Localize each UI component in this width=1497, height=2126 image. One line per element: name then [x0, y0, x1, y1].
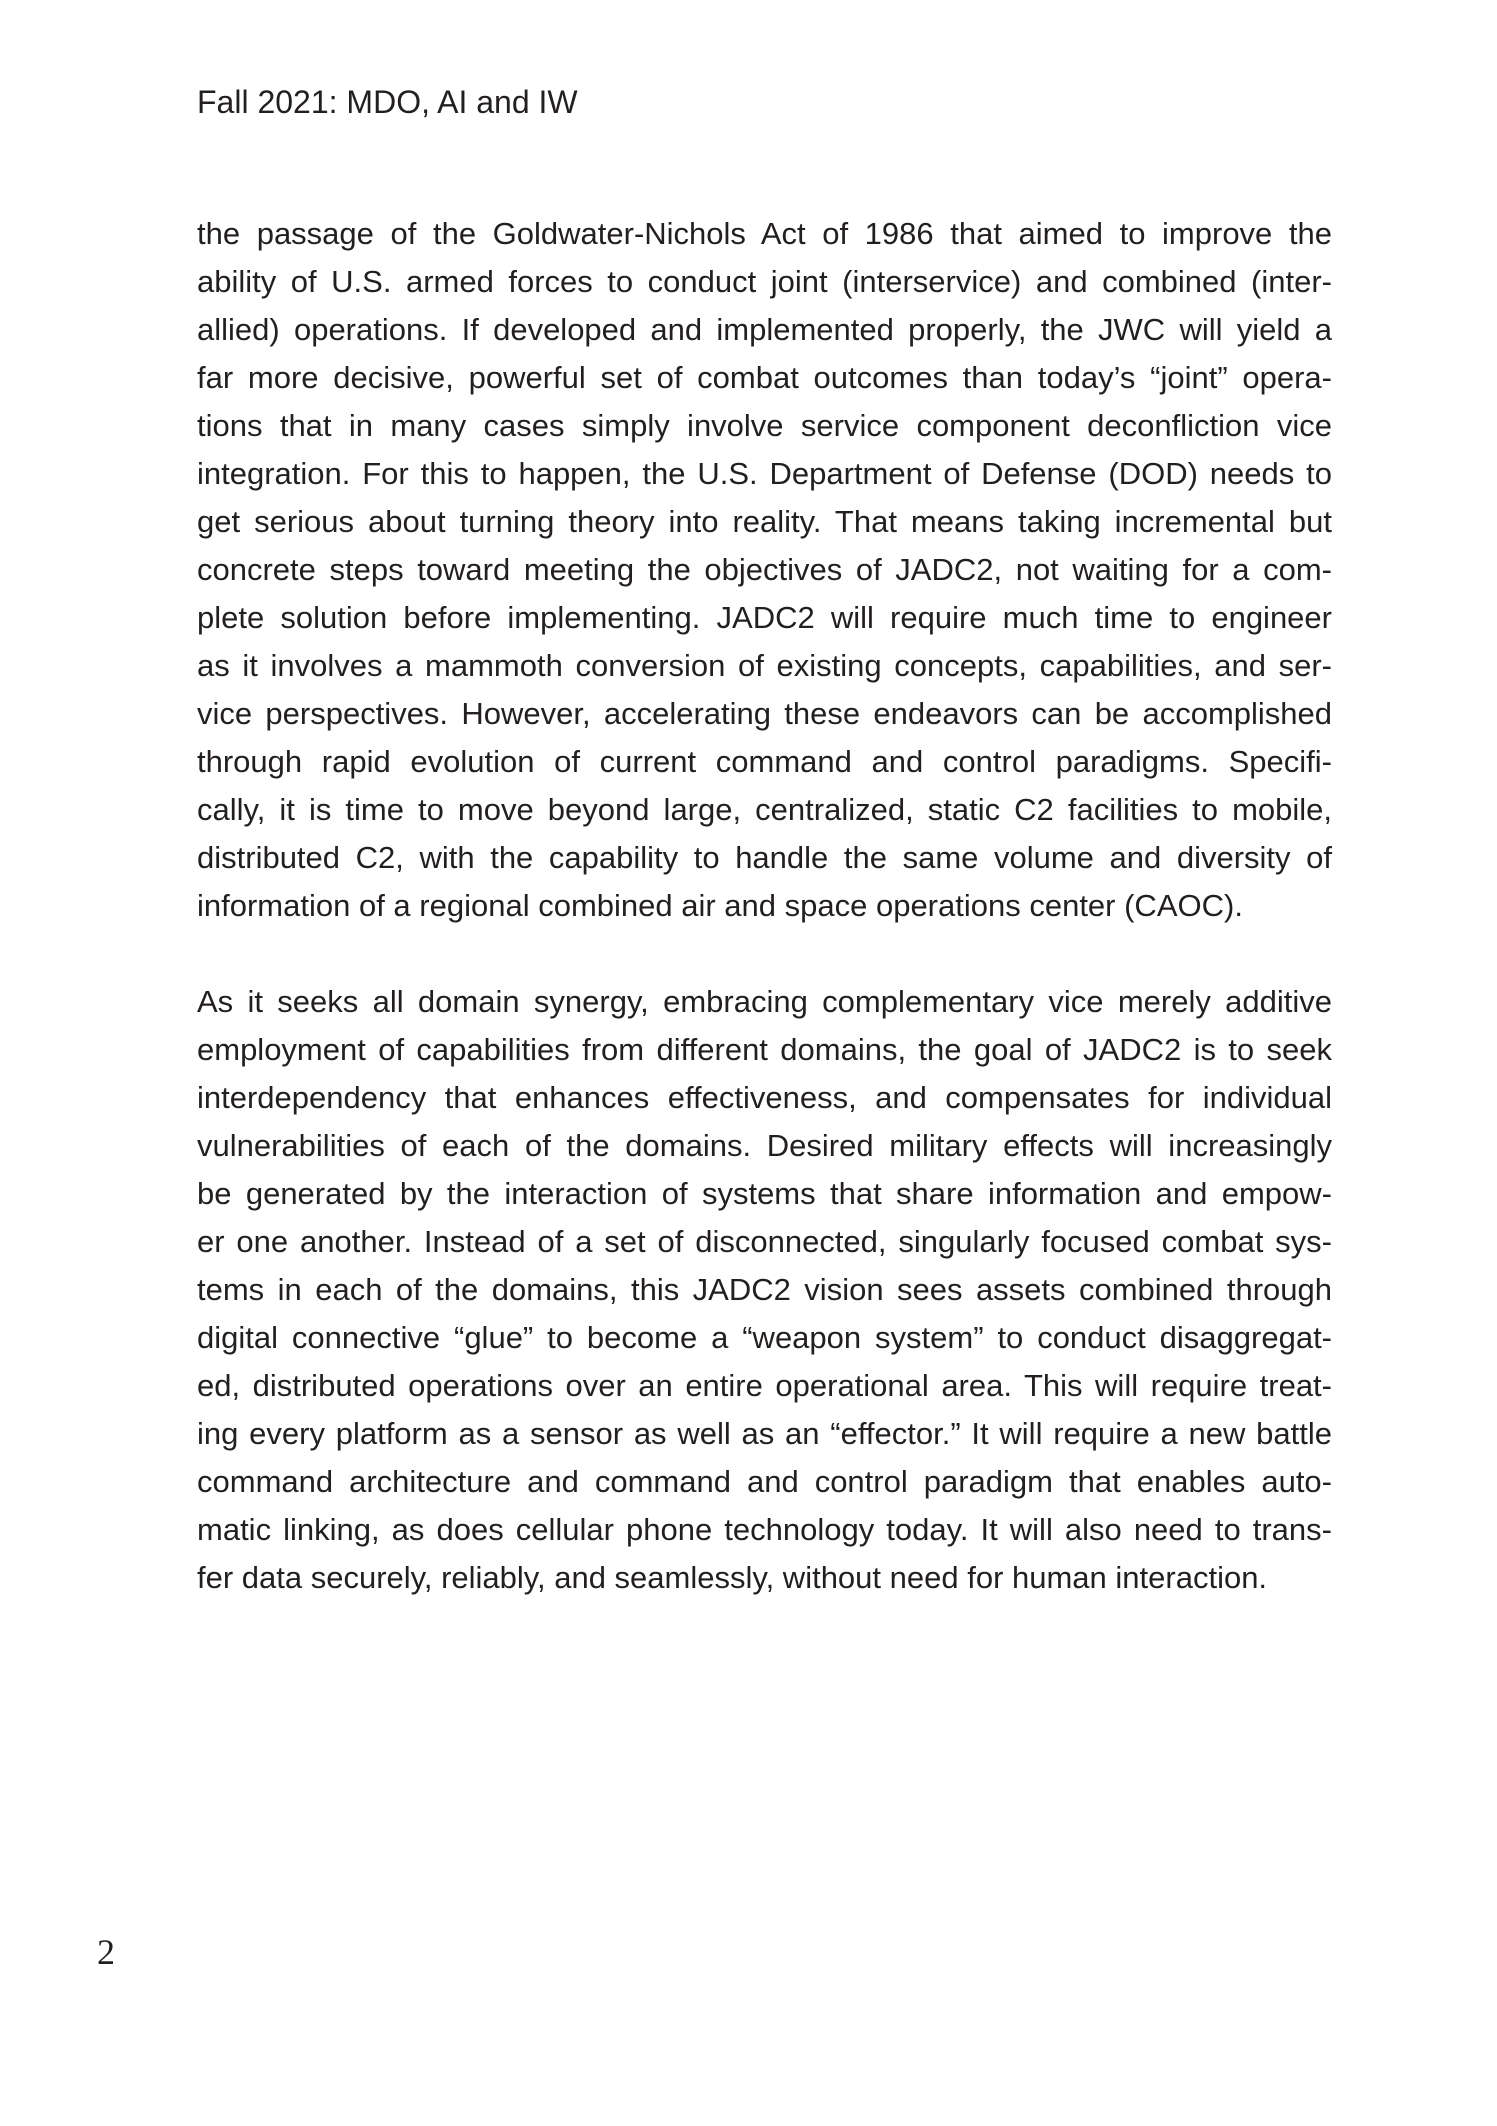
text-line: be generated by the interaction of systems that share information and empow-	[197, 1176, 1332, 1211]
paragraph-gap	[197, 930, 1332, 978]
text-line: interdependency that enhances effectiveness, and compensates for individual	[197, 1080, 1332, 1115]
text-line: concrete steps toward meeting the objectives of JADC2, not waiting for a com-	[197, 552, 1332, 587]
text-line: the passage of the Goldwater-Nichols Act of 1986 that aimed to improve the	[197, 216, 1332, 251]
text-line: ability of U.S. armed forces to conduct joint (interservice) and combined (inter-	[197, 264, 1332, 299]
text-line: distributed C2, with the capability to handle the same volume and diversity of	[197, 840, 1332, 875]
body-text	[197, 210, 1332, 1602]
text-line: integration. For this to happen, the U.S. Department of Defense (DOD) needs to	[197, 456, 1332, 491]
text-line: As it seeks all domain synergy, embracing complementary vice merely additive	[197, 984, 1332, 1019]
paragraph	[197, 210, 1332, 930]
text-line: far more decisive, powerful set of combat outcomes than today’s “joint” opera-	[197, 360, 1332, 395]
text-line: er one another. Instead of a set of disconnected, singularly focused combat sys-	[197, 1224, 1332, 1259]
page-number: 2	[97, 1932, 115, 1972]
text-line: ing every platform as a sensor as well as an “effector.” It will require a new battle	[197, 1416, 1332, 1451]
text-line: tions that in many cases simply involve service component deconfliction vice	[197, 408, 1332, 443]
text-line: information of a regional combined air and space operations center (CAOC).	[197, 888, 1243, 923]
text-line: digital connective “glue” to become a “weapon system” to conduct disaggregat-	[197, 1320, 1332, 1355]
text-line: plete solution before implementing. JADC2 will require much time to engineer	[197, 600, 1332, 635]
text-line: vice perspectives. However, accelerating these endeavors can be accomplished	[197, 696, 1332, 731]
text-line: fer data securely, reliably, and seamlessly, without need for human interaction.	[197, 1560, 1268, 1595]
running-header: Fall 2021: MDO, AI and IW	[197, 84, 578, 120]
text-line: tems in each of the domains, this JADC2 vision sees assets combined through	[197, 1272, 1332, 1307]
paragraph	[197, 978, 1332, 1602]
text-line: vulnerabilities of each of the domains. Desired military effects will increasingly	[197, 1128, 1332, 1163]
text-line: through rapid evolution of current command and control paradigms. Specifi-	[197, 744, 1332, 779]
text-line: matic linking, as does cellular phone technology today. It will also need to trans-	[197, 1512, 1332, 1547]
text-line: employment of capabilities from different domains, the goal of JADC2 is to seek	[197, 1032, 1332, 1067]
text-line: as it involves a mammoth conversion of existing concepts, capabilities, and ser-	[197, 648, 1332, 683]
text-line: cally, it is time to move beyond large, centralized, static C2 facilities to mobile,	[197, 792, 1332, 827]
text-line: get serious about turning theory into reality. That means taking incremental but	[197, 504, 1332, 539]
text-line: allied) operations. If developed and implemented properly, the JWC will yield a	[197, 312, 1332, 347]
text-line: command architecture and command and control paradigm that enables auto-	[197, 1464, 1332, 1499]
text-line: ed, distributed operations over an entire operational area. This will require treat-	[197, 1368, 1332, 1403]
